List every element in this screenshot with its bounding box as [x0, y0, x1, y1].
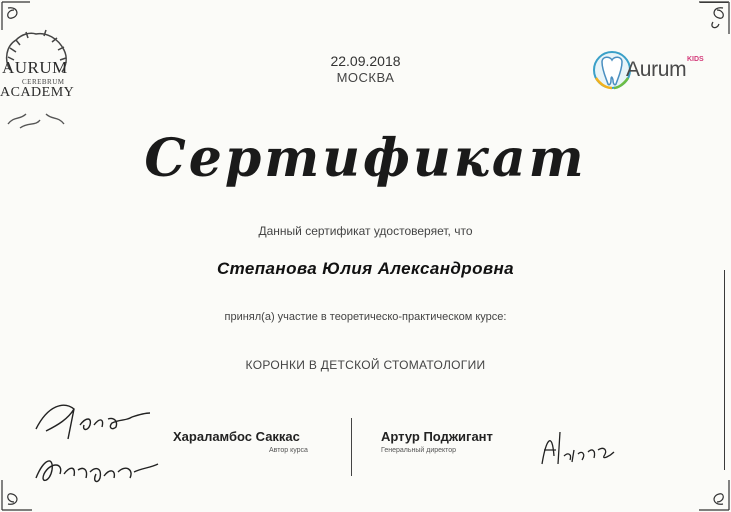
top-border-line: [700, 2, 728, 3]
signature-scribble-left-2: [30, 448, 164, 492]
academy-logo-line2: CEREBRUM: [22, 78, 65, 86]
kids-logo-name: Aurum: [626, 58, 687, 81]
recipient-name: Степанова Юлия Александровна: [216, 259, 515, 278]
certificate-date: 22.09.2018: [330, 53, 401, 69]
academy-logo-line1: AURUM: [2, 58, 68, 77]
signer-right-role: Генеральный директор: [381, 447, 457, 454]
signer-right: [381, 429, 493, 454]
academy-logo-line3: ACADEMY: [0, 85, 75, 100]
certificate-title: Сертификат: [144, 128, 587, 189]
signature-scribble-right: [530, 420, 630, 476]
participation-statement: принял(а) участие в теоретическо-практическом курсе:: [224, 311, 507, 323]
signature-scribble-left-1: [28, 395, 158, 445]
kids-badge: KIDS: [687, 56, 704, 63]
signer-left-role: Автор курса: [269, 447, 308, 454]
signature-divider: [351, 418, 352, 476]
certificate-intro: Данный сертификат удостоверяет, что: [258, 224, 473, 238]
signer-right-name: Артур Поджигант: [381, 429, 493, 444]
corner-ornament-top-right: [683, 0, 731, 48]
certificate-city: МОСКВА: [336, 70, 395, 85]
course-name: КОРОНКИ В ДЕТСКОЙ СТОМАТОЛОГИИ: [245, 358, 486, 372]
corner-ornament-bottom-right: [683, 464, 731, 512]
signer-left-name: Хараламбос Саккас: [173, 429, 300, 444]
signer-left: [173, 429, 308, 454]
